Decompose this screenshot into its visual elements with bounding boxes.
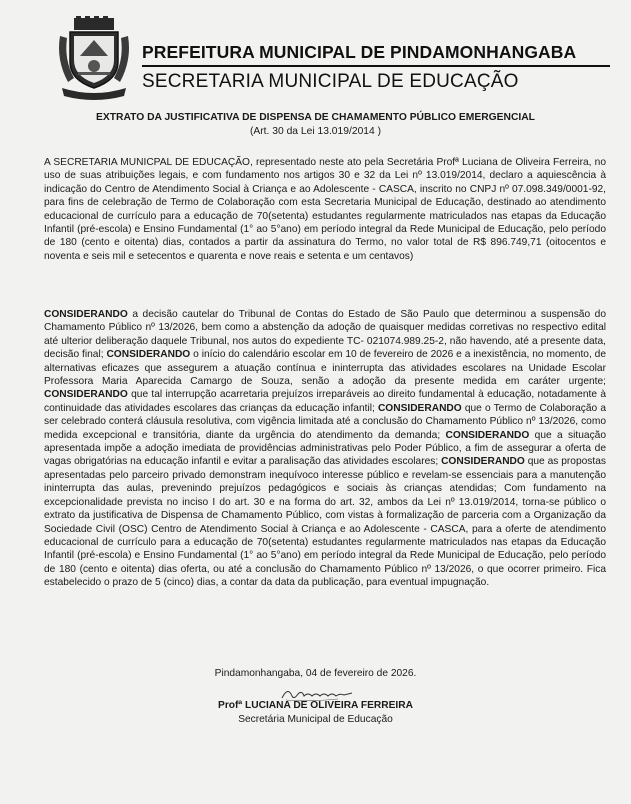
opening-paragraph: A SECRETARIA MUNICPAL DE EDUCAÇÃO, representado neste ato pela Secretária Profª Luciana de Oliveira Ferreira, no uso de suas atribuições legais, e com fundamento nos artigos 30 e 32 da Lei nº 13.019/2014, declaro a aquiescência à indicação do Centro de Atendimento Social à Criança e ao Adolescente - CASCA, inscrito no CNPJ nº 07.098.349/0001-92, para fins de celebração de Termo de Colaboração com esta Secretaria Municipal de Educação, destinado ao atendimento educacional de currículo para a educação de 70(setenta) estudantes regularmente matriculados nas etapas da Educação Infantil (pré-escola) e Ensino Fundamental (1° ao 5°ano) em período integral da Rede Municipal de Educação, pelo período de 180 (cento e oitenta) dias, contados a partir da assinatura do Termo, no valor total de R$ 896.749,71 (oitocentos e noventa e seis mil e setecentos e quarenta e nove reais e setenta e um centavos) bbox=[44, 157, 606, 262]
document-subtitle: (Art. 30 da Lei 13.019/2014 ) bbox=[249, 126, 382, 137]
department-title: SECRETARIA MUNICIPAL DE EDUCAÇÃO bbox=[142, 71, 519, 92]
paragraph-text-segment: o início do calendário escolar em 10 de fevereiro de 2026 e a inexistência, no momento, de alternativas eficazes que assegurem a atuação contínua e ininterrupta das atividades escolares na Unidade Escolar Professora Maria Aparecida Camargo de Souza, senão a adoção da presente medida em caráter urgente; bbox=[44, 349, 607, 388]
considerando-keyword: CONSIDERANDO bbox=[106, 349, 191, 361]
considerando-keyword: CONSIDERANDO bbox=[377, 402, 462, 414]
document-title: EXTRATO DA JUSTIFICATIVA DE DISPENSA DE CHAMAMENTO PÚBLICO EMERGENCIAL bbox=[96, 112, 535, 123]
paragraph-text-segment: a decisão cautelar do Tribunal de Contas do Estado de São Paulo que determinou a suspensão do Chamamento Público nº 13/2026, bem como a abstenção da adoção de quaisquer medidas corretivas no respectivo edital até ulterior deliberação daquele Tribunal, nos autos do expediente TC- 021074.989.25-2, não havendo, até a presente data, decisão final; bbox=[44, 309, 606, 361]
paragraph-text-segment: que a situação apresentada impõe a adoção imediata de providências administrativas pelo Poder Público, a fim de assegurar a oferta de vagas obrigatórias na educação infantil e evitar a paralisação das atividades escolares; bbox=[44, 429, 606, 468]
paragraph-text-segment: que as propostas apresentadas pelo parceiro privado demonstram inequívoco interesse público e revelam-se essenciais para a manutenção ininterrupta das aulas, prevenindo prejuízos pedagógicos e sociais às crianças atendidas; Com fundamento na excepcionalidade prevista no inciso I do art. 30 e na forma do art. 32, ambos da Lei nº 13.019/2014, torna-se público o extrato da justificativa de Dispensa de Chamamento Público, com vistas à formalização de parceria com a Organização da Sociedade Civil (OSC) Centro de Atendimento Social à Criança e ao Adolescente - CASCA, para a oferte de atendimento educacional de currículo para a educação de 70(setenta) estudantes regularmente matriculados nas etapas da Educação Infantil (pré-escola) e Ensino Fundamental (1° ao 5°ano) em período integral da Rede Municipal de Educação, pelo período de 180 (cento e oitenta) dias oferta, ou até a conclusão do Chamamento Público nº 13/2026, o que ocorrer primeiro. Fica estabelecido o prazo de 5 (cinco) dias, a contar da data da publicação, para eventual impugnação. bbox=[44, 456, 606, 589]
considerando-keyword: CONSIDERANDO bbox=[441, 456, 525, 468]
considerando-keyword: CONSIDERANDO bbox=[44, 389, 128, 401]
municipal-coat-of-arms-icon bbox=[56, 16, 132, 102]
signer-name: Profª LUCIANA DE OLIVEIRA FERREIRA bbox=[218, 700, 413, 711]
considerations-paragraph bbox=[44, 308, 606, 590]
letterhead bbox=[44, 16, 604, 106]
header-rule bbox=[142, 65, 610, 67]
paragraph-text-segment: que o Termo de Colaboração a ser celebrado conterá cláusula resolutiva, com vigência limitada até a conclusão do Chamamento Público nº 13/2026, como medida excepcional e transitória, diante da urgência do atendimento da demanda; bbox=[44, 402, 606, 441]
organization-title: PREFEITURA MUNICIPAL DE PINDAMONHANGABA bbox=[142, 42, 577, 62]
letterhead-text bbox=[142, 42, 612, 93]
paragraph-text-segment: que tal interrupção acarretaria prejuízos irreparáveis ao direito fundamental à educação, notadamente à continuidade das atividades escolares das crianças da educação infantil; bbox=[44, 389, 606, 414]
considerando-keyword: CONSIDERANDO bbox=[445, 429, 530, 441]
signer-role: Secretária Municipal de Educação bbox=[238, 714, 393, 725]
date-line: Pindamonhangaba, 04 de fevereiro de 2026. bbox=[214, 668, 417, 679]
considerando-keyword: CONSIDERANDO bbox=[44, 309, 128, 320]
